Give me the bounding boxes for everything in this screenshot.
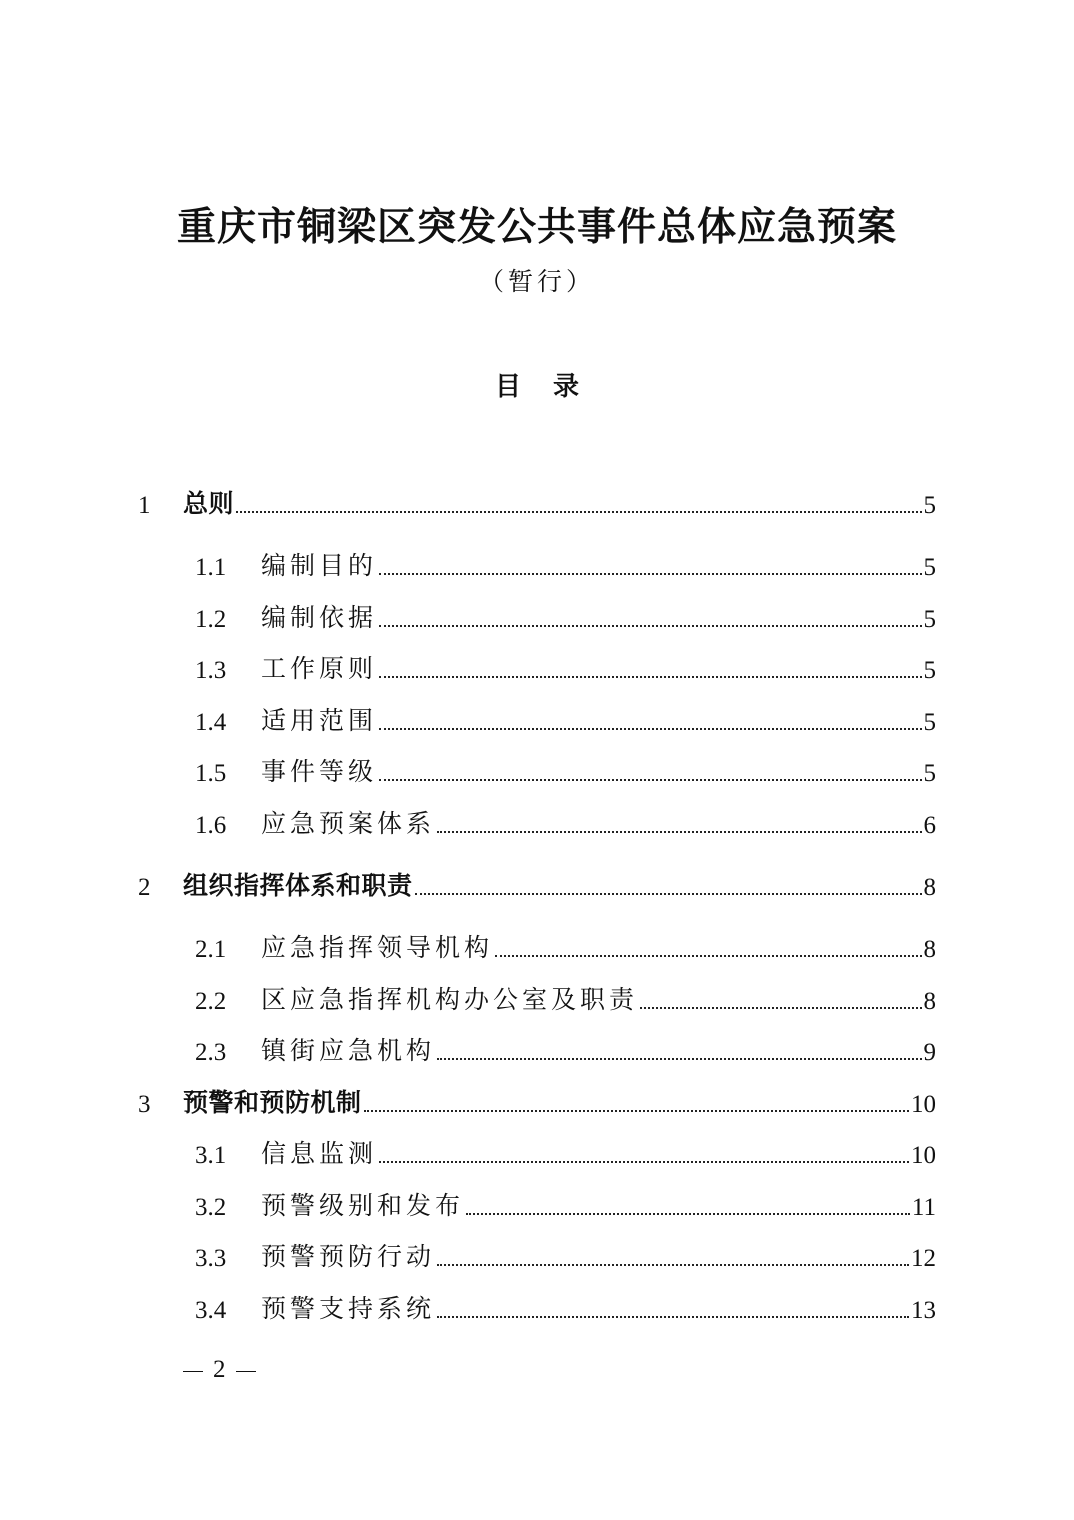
toc-entry-page: 9 <box>923 1039 936 1066</box>
toc-entry[interactable] <box>195 542 936 582</box>
toc-entry-number: 1.2 <box>195 606 227 633</box>
toc-leader-dots <box>379 728 921 730</box>
toc-entry-number: 3 <box>138 1091 151 1118</box>
toc-entry-label: 镇街应急机构 <box>261 1036 436 1065</box>
toc-entry-label: 预警支持系统 <box>261 1294 436 1323</box>
toc-entry-number: 3.1 <box>195 1142 227 1169</box>
toc-heading-char-2: 录 <box>553 372 580 402</box>
toc-entry-number: 2.3 <box>195 1039 227 1066</box>
toc-entry-label: 信息监测 <box>261 1139 378 1168</box>
toc-entry[interactable] <box>138 862 936 902</box>
toc-entry-page: 12 <box>911 1245 936 1272</box>
toc-entry-number: 2.1 <box>195 936 227 963</box>
toc-leader-dots <box>364 1110 909 1112</box>
toc-entry[interactable] <box>195 645 936 685</box>
toc-entry[interactable] <box>195 1233 936 1273</box>
toc-entry-label: 适用范围 <box>261 706 378 735</box>
document-title: 重庆市铜梁区突发公共事件总体应急预案 <box>176 204 897 250</box>
toc-entry-page: 6 <box>923 812 936 839</box>
toc-entry-page: 11 <box>911 1194 936 1221</box>
toc-entry-page: 5 <box>923 760 936 787</box>
toc-entry-page: 5 <box>923 554 936 581</box>
footer-dash-left <box>183 1371 203 1372</box>
toc-entry-label: 事件等级 <box>261 757 378 786</box>
toc-entry-page: 5 <box>923 709 936 736</box>
toc-leader-dots <box>379 573 921 575</box>
toc-entry[interactable] <box>195 1182 936 1222</box>
toc-entry-number: 3.3 <box>195 1245 227 1272</box>
toc-leader-dots <box>466 1213 910 1215</box>
page-footer <box>173 1356 266 1384</box>
toc-entry-number: 3.2 <box>195 1194 227 1221</box>
toc-entry[interactable] <box>195 1130 936 1170</box>
toc-entry[interactable] <box>195 800 936 840</box>
toc-entry-label: 预警预防行动 <box>261 1242 436 1271</box>
toc-entry-number: 1.1 <box>195 554 227 581</box>
toc-entry[interactable] <box>195 748 936 788</box>
toc-entry-label: 编制依据 <box>261 603 378 632</box>
toc-leader-dots <box>437 1058 921 1060</box>
page-number: 2 <box>213 1356 226 1383</box>
toc-entry[interactable] <box>195 594 936 634</box>
toc-entry[interactable] <box>195 1027 936 1067</box>
toc-leader-dots <box>379 779 921 781</box>
toc-leader-dots <box>236 511 921 513</box>
toc-entry-number: 2.2 <box>195 988 227 1015</box>
toc-entry[interactable] <box>195 924 936 964</box>
toc-entry-label: 编制目的 <box>261 551 378 580</box>
toc-leader-dots <box>379 1161 909 1163</box>
toc-entry-page: 5 <box>923 492 936 519</box>
toc-leader-dots <box>437 831 921 833</box>
toc-entry-label: 区应急指挥机构办公室及职责 <box>261 985 639 1014</box>
toc-entry-page: 8 <box>923 988 936 1015</box>
toc-entry-page: 10 <box>911 1142 936 1169</box>
toc-entry[interactable] <box>195 1285 936 1325</box>
toc-entry-page: 5 <box>923 606 936 633</box>
toc-entry-label: 总则 <box>183 489 235 518</box>
toc-entry-number: 1.6 <box>195 812 227 839</box>
toc-entry[interactable] <box>138 1079 936 1119</box>
toc-entry-number: 3.4 <box>195 1297 227 1324</box>
toc-entry-label: 工作原则 <box>261 654 378 683</box>
toc-leader-dots <box>437 1264 909 1266</box>
toc-entry-label: 预警和预防机制 <box>183 1088 362 1117</box>
toc-leader-dots <box>379 676 921 678</box>
toc-entry-page: 8 <box>923 874 936 901</box>
footer-dash-right <box>236 1371 256 1372</box>
toc-entry[interactable] <box>138 480 936 520</box>
toc-entry-number: 2 <box>138 874 151 901</box>
toc-entry[interactable] <box>195 976 936 1016</box>
toc-entry-page: 13 <box>911 1297 936 1324</box>
toc-heading-char-1: 目 <box>494 372 521 402</box>
toc-entry-number: 1.3 <box>195 657 227 684</box>
toc-entry-page: 10 <box>911 1091 936 1118</box>
toc-entry-label: 应急预案体系 <box>261 809 436 838</box>
toc-entry-page: 5 <box>923 657 936 684</box>
toc-leader-dots <box>415 893 922 895</box>
toc-entry-label: 预警级别和发布 <box>261 1191 465 1220</box>
toc-entry-number: 1.5 <box>195 760 227 787</box>
toc-leader-dots <box>495 955 921 957</box>
toc-leader-dots <box>437 1316 909 1318</box>
toc-leader-dots <box>379 625 921 627</box>
document-subtitle: （暂行） <box>478 267 595 296</box>
toc-leader-dots <box>640 1007 921 1009</box>
toc-entry-number: 1.4 <box>195 709 227 736</box>
toc-entry-label: 应急指挥领导机构 <box>261 933 494 962</box>
toc-entry-label: 组织指挥体系和职责 <box>183 871 413 900</box>
toc-entry[interactable] <box>195 697 936 737</box>
toc-entry-page: 8 <box>923 936 936 963</box>
toc-entry-number: 1 <box>138 492 151 519</box>
